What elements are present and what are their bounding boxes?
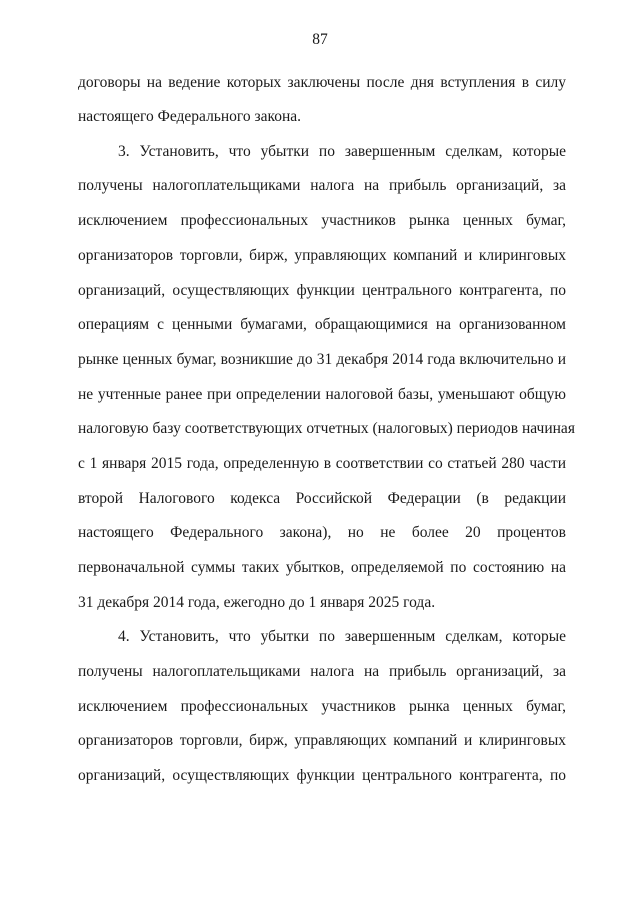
text-line: исключением профессиональных участников рынка ценных бумаг, [78,698,566,715]
page-number: 87 [312,31,328,48]
text-line: получены налогоплательщиками налога на прибыль организаций, за [78,663,566,680]
text-line: настоящего Федерального закона. [78,108,302,125]
text-line: не учтенные ранее при определении налоговой базы, уменьшают общую [78,386,566,403]
text-line: исключением профессиональных участников рынка ценных бумаг, [78,212,566,229]
text-line: получены налогоплательщиками налога на прибыль организаций, за [78,177,566,194]
text-line: второй Налогового кодекса Российской Федерации (в редакции [78,490,566,507]
text-line: с 1 января 2015 года, определенную в соответствии со статьей 280 части [78,455,566,472]
text-line: 31 декабря 2014 года, ежегодно до 1 января 2025 года. [78,594,436,611]
text-line: рынке ценных бумаг, возникшие до 31 декабря 2014 года включительно и [78,351,566,368]
text-line: операциям с ценными бумагами, обращающимися на организованном [78,316,566,333]
text-line: организаторов торговли, бирж, управляющих компаний и клиринговых [78,247,566,264]
text-line: организаторов торговли, бирж, управляющих компаний и клиринговых [78,732,566,749]
text-line: организаций, осуществляющих функции центрального контрагента, по [78,282,566,299]
text-line: договоры на ведение которых заключены после дня вступления в силу [78,74,566,91]
paragraph-4-first-line: 4. Установить, что убытки по завершенным сделкам, которые [118,628,566,645]
text-line: организаций, осуществляющих функции центрального контрагента, по [78,767,566,784]
text-line: настоящего Федерального закона), но не более 20 процентов [78,524,566,541]
text-line: налоговую базу соответствующих отчетных (налоговых) периодов начиная [78,420,575,437]
text-line: первоначальной суммы таких убытков, определяемой по состоянию на [78,559,566,576]
paragraph-3-first-line: 3. Установить, что убытки по завершенным сделкам, которые [118,143,566,160]
